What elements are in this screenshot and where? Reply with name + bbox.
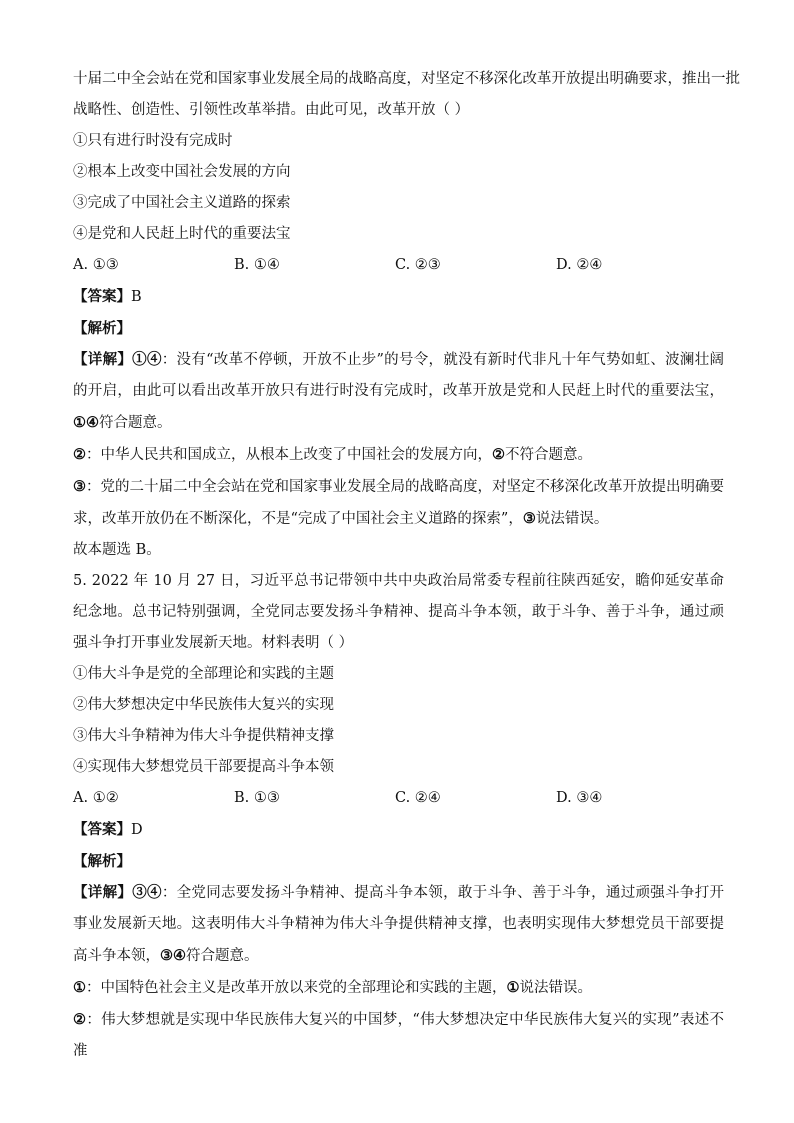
analysis-text: ：中华人民共和国成立，从根本上改变了中国社会的发展方向， — [86, 447, 492, 463]
detail-label: 【详解】 — [73, 351, 133, 368]
item-mark: ③ — [73, 478, 86, 495]
analysis-paragraph — [73, 471, 724, 535]
answer-options — [73, 783, 724, 814]
detail-marks: ③④ — [132, 884, 162, 901]
answer-line — [73, 814, 724, 846]
analysis-tail: 说法错误。 — [519, 980, 592, 996]
statement-item: ①伟大斗争是党的全部理论和实践的主题 — [73, 666, 334, 682]
item-mark: ② — [73, 446, 86, 463]
answer-value: B — [131, 289, 142, 305]
question-5 — [73, 566, 724, 1067]
detail-tail: 符合题意。 — [186, 948, 259, 964]
statement-item: ④实现伟大梦想党员干部要提高斗争本领 — [73, 759, 334, 775]
statement-item: ③伟大斗争精神为伟大斗争提供精神支撑 — [73, 728, 334, 744]
option-c: C. ②④ — [395, 790, 441, 806]
detail-marks: ①④ — [73, 414, 99, 431]
statement-item: ④是党和人民赶上时代的重要法宝 — [73, 226, 291, 242]
answer-value: D — [131, 822, 143, 838]
question-stem-line: 十届二中全会站在党和国家事业发展全局的战略高度，对坚定不移深化改革开放提出明确要求，推出一批 — [73, 71, 740, 87]
item-mark: ② — [492, 446, 505, 463]
analysis-text: ：党的二十届二中全会站在党和国家事业发展全局的战略高度，对坚定不移深化改革开放提出明确要求，改革开放仍在不断深化，不是“完成了中国社会主义道路的探索”， — [73, 479, 724, 527]
answer-label: 【答案】 — [73, 821, 131, 838]
item-mark: ② — [73, 1011, 87, 1028]
detail-text: ：没有“改革不停顿，开放不止步”的号令，就没有新时代非凡十年气势如虹、波澜壮阔的开启，由此可以看出改革开放只有进行时没有完成时，改革开放是党和人民赶上时代的重要法宝， — [73, 352, 725, 399]
option-d: D. ②④ — [556, 257, 603, 273]
answer-label: 【答案】 — [73, 288, 131, 305]
option-d: D. ③④ — [556, 790, 603, 806]
analysis-paragraph — [73, 972, 724, 1004]
analysis-text: ：伟大梦想就是实现中华民族伟大复兴的中国梦，“伟大梦想决定中华民族伟大复兴的实现”表述不准 — [73, 1012, 724, 1059]
option-b: B. ①④ — [234, 257, 280, 273]
analysis-tail: 不符合题意。 — [505, 447, 592, 463]
analysis-paragraph — [73, 1004, 724, 1067]
statement-item: ①只有进行时没有完成时 — [73, 133, 233, 149]
statement-item: ②根本上改变中国社会发展的方向 — [73, 164, 291, 180]
item-mark: ① — [73, 979, 86, 996]
analysis-label: 【解析】 — [73, 320, 131, 337]
question-4 — [73, 64, 740, 566]
analysis-label: 【解析】 — [73, 853, 131, 870]
detail-label: 【详解】 — [73, 884, 133, 901]
question-stem-line: 战略性、创造性、引领性改革举措。由此可见，改革开放（ ） — [73, 102, 470, 118]
item-mark: ③ — [522, 510, 536, 527]
answer-line — [73, 281, 724, 313]
option-c: C. ②③ — [395, 257, 441, 273]
statement-item: ③完成了中国社会主义道路的探索 — [73, 195, 291, 211]
statement-item: ②伟大梦想决定中华民族伟大复兴的实现 — [73, 697, 334, 713]
option-a: A. ①③ — [73, 257, 119, 273]
conclusion: 故本题选 B。 — [73, 542, 161, 558]
question-stem: 5. 2022 年 10 月 27 日，习近平总书记带领中共中央政治局常委专程前往陕西延安，瞻仰延安革命纪念地。总书记特别强调，全党同志要发扬斗争精神、提高斗争本领，敢于斗争、善于斗争，通过顽强斗争打开事业发展新天地。材料表明（ ） — [73, 573, 724, 651]
detail-tail: 符合题意。 — [99, 415, 172, 431]
option-a: A. ①② — [73, 790, 119, 806]
detail-paragraph — [73, 877, 724, 972]
analysis-tail: 说法错误。 — [535, 511, 609, 527]
detail-marks: ①④ — [132, 351, 162, 368]
item-mark: ① — [506, 979, 520, 996]
answer-options — [73, 250, 724, 281]
detail-text: ：全党同志要发扬斗争精神、提高斗争本领，敢于斗争、善于斗争，通过顽强斗争打开事业发展新天地。这表明伟大斗争精神为伟大斗争提供精神支撑，也表明实现伟大梦想党员干部要提高斗争本领， — [73, 885, 725, 964]
analysis-text: ：中国特色社会主义是改革开放以来党的全部理论和实践的主题， — [86, 980, 507, 996]
detail-marks: ③④ — [160, 947, 186, 964]
analysis-paragraph — [73, 439, 724, 471]
detail-paragraph — [73, 344, 724, 439]
option-b: B. ①③ — [234, 790, 280, 806]
